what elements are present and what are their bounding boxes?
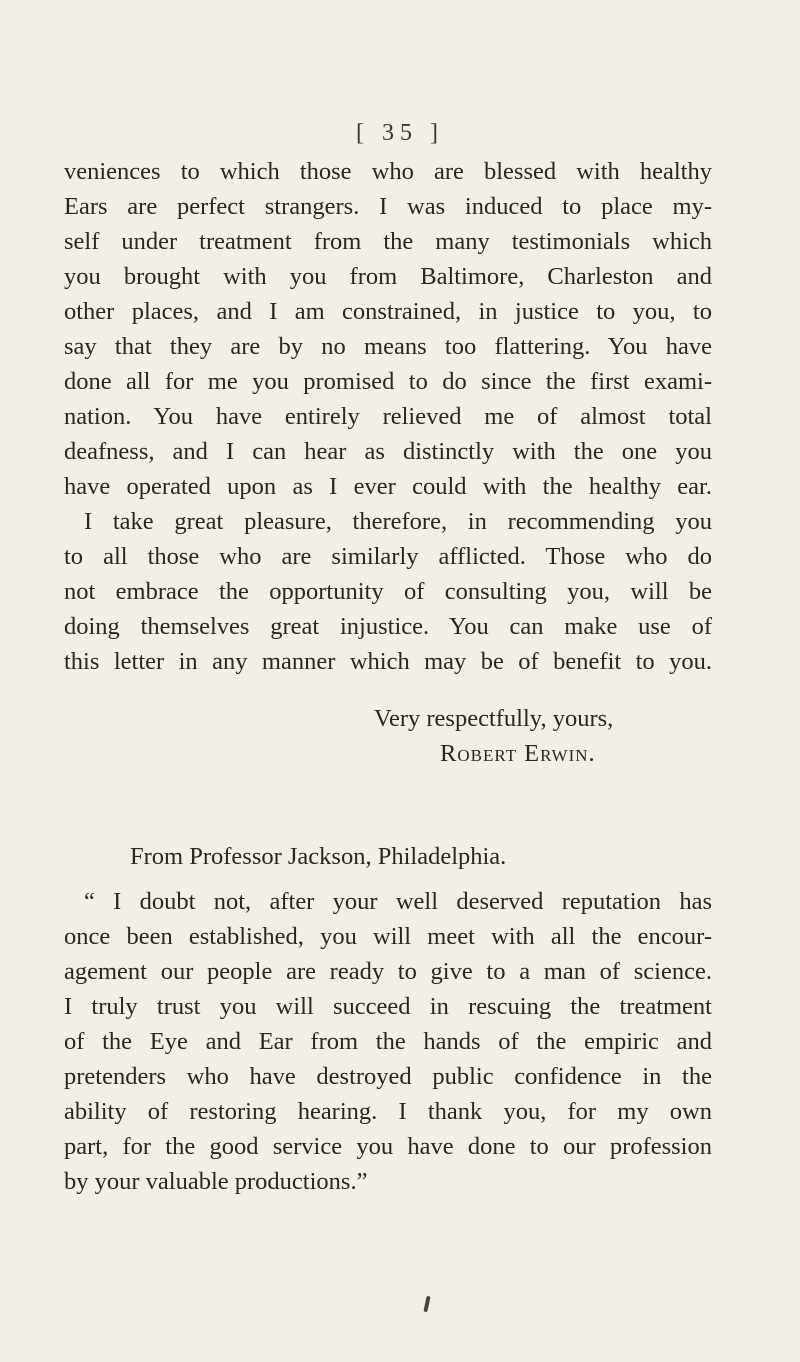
letter-signature: Robert Erwin. xyxy=(440,740,596,767)
letter-line: to all those who are similarly afflicted. Those who do xyxy=(64,543,712,570)
letter-line: nation. You have entirely relieved me of almost total xyxy=(64,403,712,430)
letter-line: self under treatment from the many testimonials which xyxy=(64,228,712,255)
letter-line: this letter in any manner which may be of benefit to you. xyxy=(64,648,712,675)
letter-closing: Very respectfully, yours, xyxy=(374,705,614,732)
letter-line: I take great pleasure, therefore, in recommending you xyxy=(84,508,712,535)
quote-line: of the Eye and Ear from the hands of the empiric and xyxy=(64,1028,712,1055)
quote-line: pretenders who have destroyed public confidence in the xyxy=(64,1063,712,1090)
letter-line: veniences to which those who are blessed with healthy xyxy=(64,158,712,185)
letter-line: done all for me you promised to do since the first exami- xyxy=(64,368,712,395)
ink-mark xyxy=(423,1296,430,1312)
letter-line: deafness, and I can hear as distinctly with the one you xyxy=(64,438,712,465)
letter-line: Ears are perfect strangers. I was induced to place my- xyxy=(64,193,712,220)
letter-line: have operated upon as I ever could with the healthy ear. xyxy=(64,473,712,500)
quote-line: I truly trust you will succeed in rescuing the treatment xyxy=(64,993,712,1020)
quote-line: ability of restoring hearing. I thank you, for my own xyxy=(64,1098,712,1125)
letter-line: you brought with you from Baltimore, Charleston and xyxy=(64,263,712,290)
letter-line: doing themselves great injustice. You can make use of xyxy=(64,613,712,640)
letter-line: other places, and I am constrained, in justice to you, to xyxy=(64,298,712,325)
quote-line: once been established, you will meet with all the encour- xyxy=(64,923,712,950)
quote-line: “ I doubt not, after your well deserved reputation has xyxy=(84,888,712,915)
page-number: [ 35 ] xyxy=(356,120,444,146)
letter-line: not embrace the opportunity of consulting you, will be xyxy=(64,578,712,605)
quote-line: agement our people are ready to give to a man of science. xyxy=(64,958,712,985)
letter-line: say that they are by no means too flattering. You have xyxy=(64,333,712,360)
quote-line: by your valuable productions.” xyxy=(64,1168,368,1195)
section-heading: From Professor Jackson, Philadelphia. xyxy=(130,843,507,870)
quote-line: part, for the good service you have done to our profession xyxy=(64,1133,712,1160)
